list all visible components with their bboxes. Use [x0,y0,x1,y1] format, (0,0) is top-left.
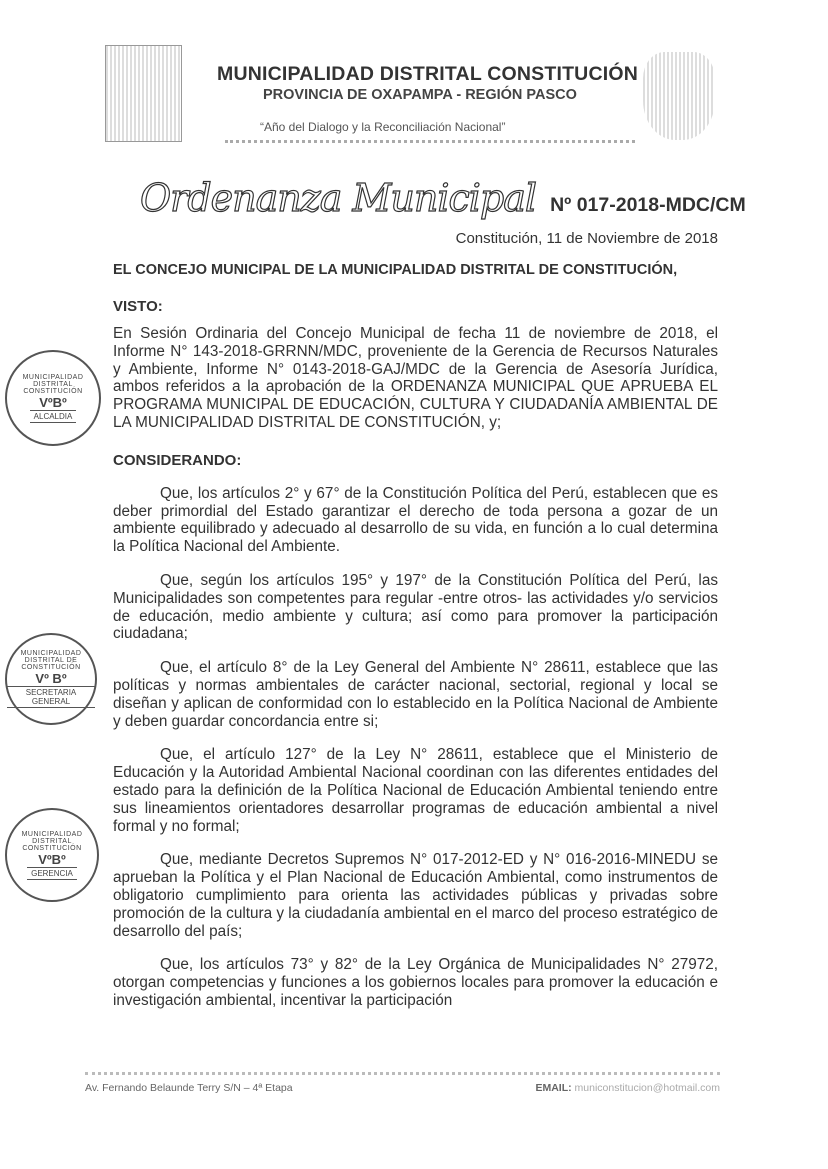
province-region: PROVINCIA DE OXAPAMPA - REGIÓN PASCO [263,87,577,103]
footer-divider [85,1072,720,1075]
stamp-unit: GERENCIA [27,867,77,880]
document-number: Nº 017-2018-MDC/CM [550,194,746,216]
visto-heading: VISTO: [113,298,163,315]
peru-coat-of-arms [643,52,715,140]
secretaria-stamp [5,633,97,725]
email-address[interactable]: municonstitucion@hotmail.com [574,1082,720,1094]
considerando-paragraph: Que, los artículos 2° y 67° de la Constitución Política del Perú, establecen que es deber primordial del Estado garantizar el derecho de toda persona a gozar de un ambiente equilibrado y adecuado al desarrollo de su vida, en función a lo cual determina la Política Nacional del Ambiente. [113,484,718,556]
stamp-ring-text: MUNICIPALIDAD DISTRITAL CONSTITUCIÓN [21,830,83,852]
document-body [113,262,718,1010]
document-title-row [140,176,746,220]
visto-paragraph: En Sesión Ordinaria del Concejo Municipal de fecha 11 de noviembre de 2018, el Informe N° 143-2018-GRRNN/MDC, proveniente de la Gerencia de Recursos Naturales y Ambiente, Informe N° 0143-2018-GAJ/MDC de la Gerencia de Asesoría Jurídica, ambos referidos a la aprobación de la ORDENANZA MUNICIPAL QUE APRUEBA EL PROGRAMA MUNICIPAL DE EDUCACIÓN, CULTURA Y CIUDADANÍA AMBIENTAL DE LA MUNICIPALIDAD DISTRITAL DE CONSTITUCIÓN, y; [113,325,718,431]
gerencia-stamp [5,808,99,902]
place-date: Constitución, 11 de Noviembre de 2018 [455,230,718,247]
council-heading: EL CONCEJO MUNICIPAL DE LA MUNICIPALIDAD DISTRITAL DE CONSTITUCIÓN, [113,262,678,278]
considerando-paragraph: Que, mediante Decretos Supremos N° 017-2012-ED y N° 016-2016-MINEDU se aprueban la Política y el Plan Nacional de Educación Ambiental, como instrumentos de obligatorio cumplimiento para orienta las actividades públicas y privadas sobre promoción de la cultura y la ciudadanía ambiental en el marco del proceso estratégico de desarrollo del país; [113,851,718,940]
stamp-unit: ALCALDIA [30,410,77,423]
stamp-ring-text: MUNICIPALIDAD DISTRITAL DE CONSTITUCIÓN [20,650,82,671]
considerando-paragraph: Que, el artículo 127° de la Ley N° 28611, establece que el Ministerio de Educación y la Autoridad Ambiental Nacional coordinan con las diferentes entidades del estado para la definición de la Política Nacional de Educación Ambiental teniendo entre sus lineamientos orientadores desarrollar programas de educación ambiental a nivel formal y no formal; [113,746,718,835]
year-motto: “Año del Dialogo y la Reconciliación Nacional” [260,120,506,134]
stamp-ring-text: MUNICIPALIDAD DISTRITAL CONSTITUCIÓN [22,373,84,395]
municipal-logo [105,45,182,142]
stamp-vobo: VºBº [38,851,66,867]
footer-email [535,1082,720,1094]
considerando-paragraph: Que, según los artículos 195° y 197° de la Constitución Política del Perú, las Municipalidades son competentes para regular -entre otros- las actividades y/o servicios de educación, medio ambiente y cultura; así como para promover la participación ciudadana; [113,571,718,643]
stamp-vobo: Vº Bº [35,671,67,686]
alcaldia-stamp [5,350,101,446]
considerando-heading: CONSIDERANDO: [113,451,242,469]
considerando-paragraph: Que, el artículo 8° de la Ley General del Ambiente N° 28611, establece que las políticas y normas ambientales de carácter nacional, sectorial, regional y local se diseñan y aplican de conformidad con lo establecido en la Política Nacional de Ambiente y deben guardar concordancia entre si; [113,659,718,730]
header-divider [225,140,635,143]
document-type: Ordenanza Municipal [140,176,537,220]
institution-name: MUNICIPALIDAD DISTRITAL CONSTITUCIÓN [217,63,639,85]
footer-address: Av. Fernando Belaunde Terry S/N – 4ª Etapa [85,1082,293,1094]
email-label: EMAIL: [535,1082,572,1094]
considerando-paragraph: Que, los artículos 73° y 82° de la Ley Orgánica de Municipalidades N° 27972, otorgan competencias y funciones a los gobiernos locales para promover la educación e investigación ambiental, incentivar la participación [113,956,718,1009]
stamp-vobo: VºBº [39,394,67,410]
stamp-unit: SECRETARIA GENERAL [7,686,95,708]
